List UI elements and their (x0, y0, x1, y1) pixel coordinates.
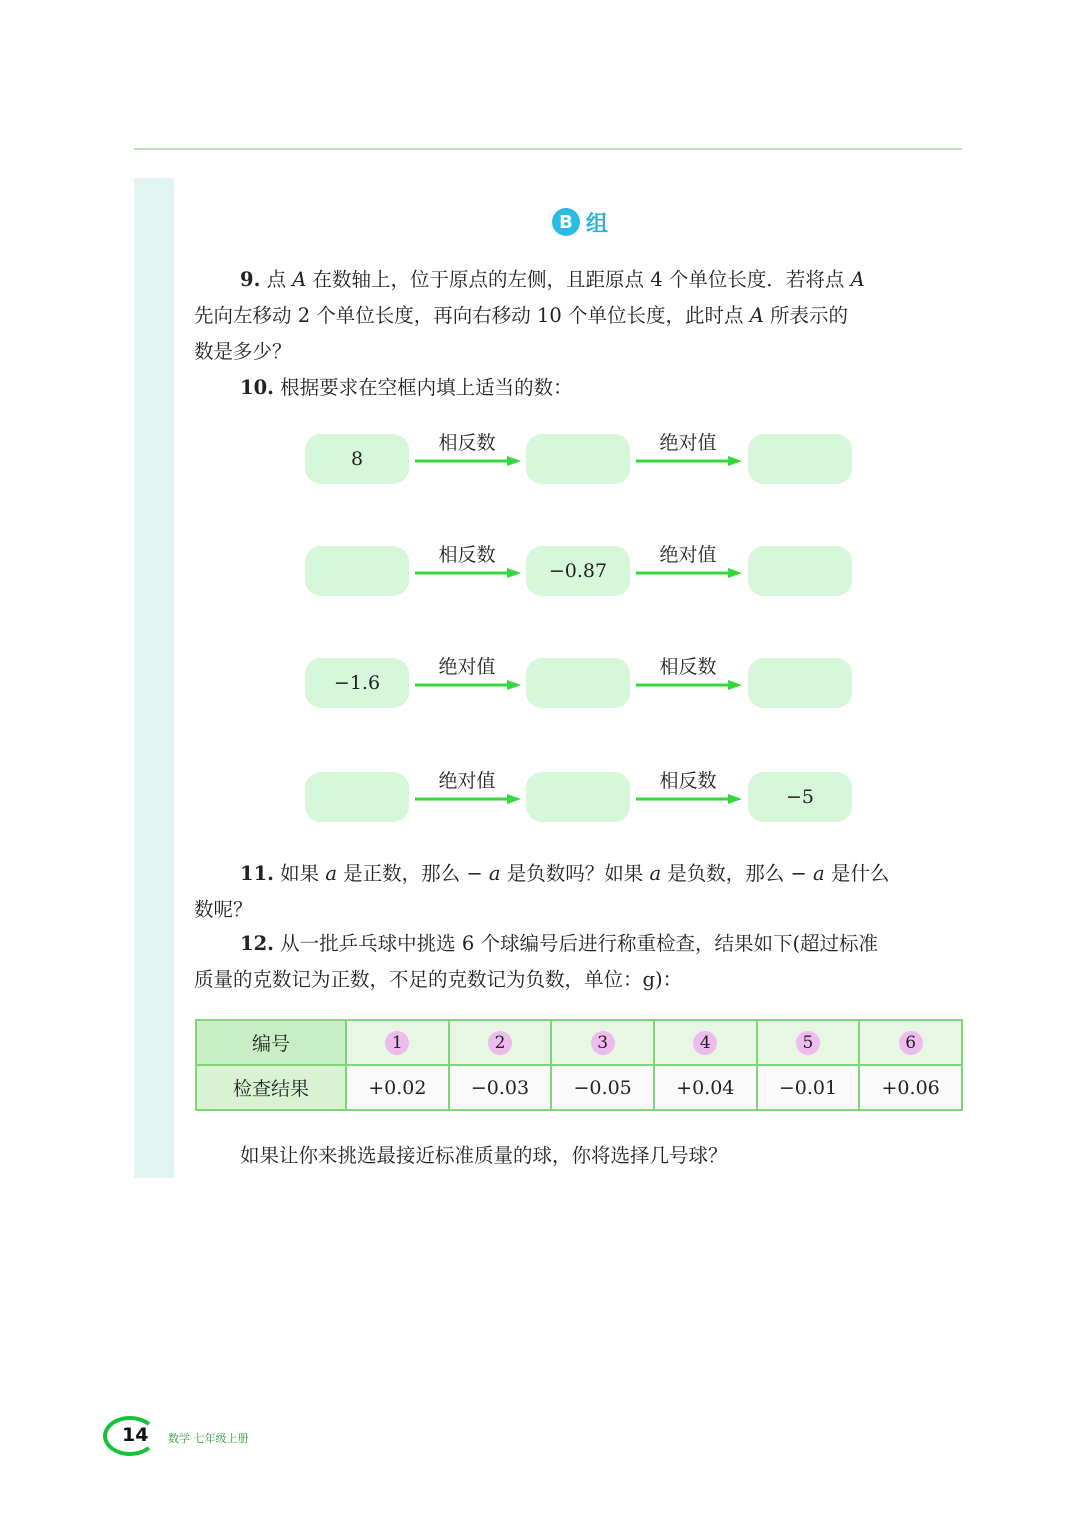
question-11-text: 数呢？ (194, 898, 253, 921)
ball-id-badge: 5 (796, 1031, 820, 1055)
question-9-line-3 (194, 334, 964, 370)
operation-label: 相反数 (659, 656, 717, 678)
operation-arrow (413, 540, 521, 586)
operation-arrow (634, 540, 742, 586)
answer-box[interactable] (748, 658, 852, 708)
variable-a: a (813, 862, 825, 885)
ball-id-badge: 1 (385, 1031, 409, 1055)
table-cell: −0.03 (449, 1065, 552, 1110)
table-cell: +0.02 (346, 1065, 449, 1110)
question-9-number: 9. (240, 268, 261, 291)
question-9-text: 所表示的 (763, 304, 849, 327)
arrow-right-icon (413, 568, 521, 578)
table-cell (346, 1020, 449, 1065)
box-value: 8 (350, 448, 364, 470)
point-a: A (292, 268, 307, 291)
ball-id-badge: 4 (693, 1031, 717, 1055)
table-cell (859, 1020, 962, 1065)
operation-label: 绝对值 (438, 770, 496, 792)
operation-arrow (634, 428, 742, 474)
table-cell (757, 1020, 860, 1065)
question-10-text: 根据要求在空框内填上适当的数： (280, 376, 573, 399)
arrow-right-icon (634, 568, 742, 578)
answer-box[interactable] (748, 546, 852, 596)
side-strip (134, 178, 174, 1178)
answer-box[interactable] (748, 772, 852, 822)
question-12 (194, 926, 964, 962)
operation-label: 绝对值 (659, 432, 717, 454)
answer-box[interactable] (526, 658, 630, 708)
box-value: −5 (785, 786, 814, 808)
section-badge: B (552, 208, 580, 236)
question-11-line-2 (194, 892, 964, 928)
point-a: A (850, 268, 865, 291)
table-cell (449, 1020, 552, 1065)
question-9 (194, 262, 964, 298)
variable-a: a (649, 862, 662, 885)
answer-box[interactable] (526, 546, 630, 596)
question-11-text: 是正数，那么 − (336, 862, 489, 885)
ball-id-badge: 3 (591, 1031, 615, 1055)
table-cell: +0.06 (859, 1065, 962, 1110)
table-cell: −0.01 (757, 1065, 860, 1110)
header-rule (134, 148, 962, 150)
weight-table (195, 1019, 963, 1111)
question-9-text: 数是多少？ (194, 340, 292, 363)
answer-box[interactable] (305, 546, 409, 596)
question-12-followup (194, 1138, 964, 1174)
arrow-right-icon (413, 456, 521, 466)
arrow-right-icon (634, 456, 742, 466)
operation-arrow (413, 428, 521, 474)
section-title: 组 (585, 211, 608, 237)
question-11-number: 11. (240, 862, 274, 885)
box-value: −0.87 (548, 560, 608, 582)
operation-arrow (413, 652, 521, 698)
question-12-line-2 (194, 962, 964, 998)
answer-box[interactable] (526, 434, 630, 484)
point-a: A (749, 304, 764, 327)
answer-box[interactable] (748, 434, 852, 484)
question-10-number: 10. (240, 376, 274, 399)
question-9-text: 先向左移动 2 个单位长度，再向右移动 10 个单位长度，此时点 (194, 304, 750, 327)
question-12-followup-text: 如果让你来挑选最接近标准质量的球，你将选择几号球？ (240, 1144, 728, 1167)
operation-arrow (634, 652, 742, 698)
page-number: 14 (122, 1424, 149, 1446)
operation-label: 绝对值 (438, 656, 496, 678)
question-12-number: 12. (240, 932, 274, 955)
table-cell: +0.04 (654, 1065, 757, 1110)
table-cell (654, 1020, 757, 1065)
table-row (196, 1065, 962, 1110)
section-heading (480, 200, 680, 244)
answer-box[interactable] (526, 772, 630, 822)
question-11 (194, 856, 964, 892)
box-value: −1.6 (333, 672, 381, 694)
arrow-right-icon (634, 680, 742, 690)
operation-arrow (634, 766, 742, 812)
ball-id-badge: 6 (899, 1031, 923, 1055)
operation-label: 相反数 (438, 432, 496, 454)
operation-label: 相反数 (659, 770, 717, 792)
question-12-text: 质量的克数记为正数，不足的克数记为负数，单位：g)： (194, 968, 683, 991)
answer-box[interactable] (305, 772, 409, 822)
book-title: 数学 七年级上册 (168, 1432, 249, 1445)
question-11-text: 是负数，那么 − (661, 862, 814, 885)
arrow-right-icon (634, 794, 742, 804)
arrow-right-icon (413, 794, 521, 804)
operation-label: 相反数 (438, 544, 496, 566)
question-11-text: 是什么 (824, 862, 890, 885)
answer-box[interactable] (305, 434, 409, 484)
answer-box[interactable] (305, 658, 409, 708)
question-11-text: 是负数吗？如果 (500, 862, 650, 885)
arrow-right-icon (413, 680, 521, 690)
table-cell: −0.05 (551, 1065, 654, 1110)
question-9-text: 在数轴上，位于原点的左侧，且距原点 4 个单位长度．若将点 (306, 268, 851, 291)
variable-a: a (325, 862, 337, 885)
question-11-text: 如果 (273, 862, 326, 885)
table-header-cell: 编号 (196, 1020, 346, 1065)
table-cell (551, 1020, 654, 1065)
ball-id-badge: 2 (488, 1031, 512, 1055)
question-10 (194, 370, 964, 406)
question-12-text: 从一批乒乓球中挑选 6 个球编号后进行称重检查，结果如下(超过标准 (273, 932, 879, 955)
variable-a: a (488, 862, 501, 885)
table-row (196, 1020, 962, 1065)
question-9-line-2 (194, 298, 964, 334)
operation-arrow (413, 766, 521, 812)
question-9-text: 点 (266, 268, 293, 291)
table-header-cell: 检查结果 (196, 1065, 346, 1110)
operation-label: 绝对值 (659, 544, 717, 566)
